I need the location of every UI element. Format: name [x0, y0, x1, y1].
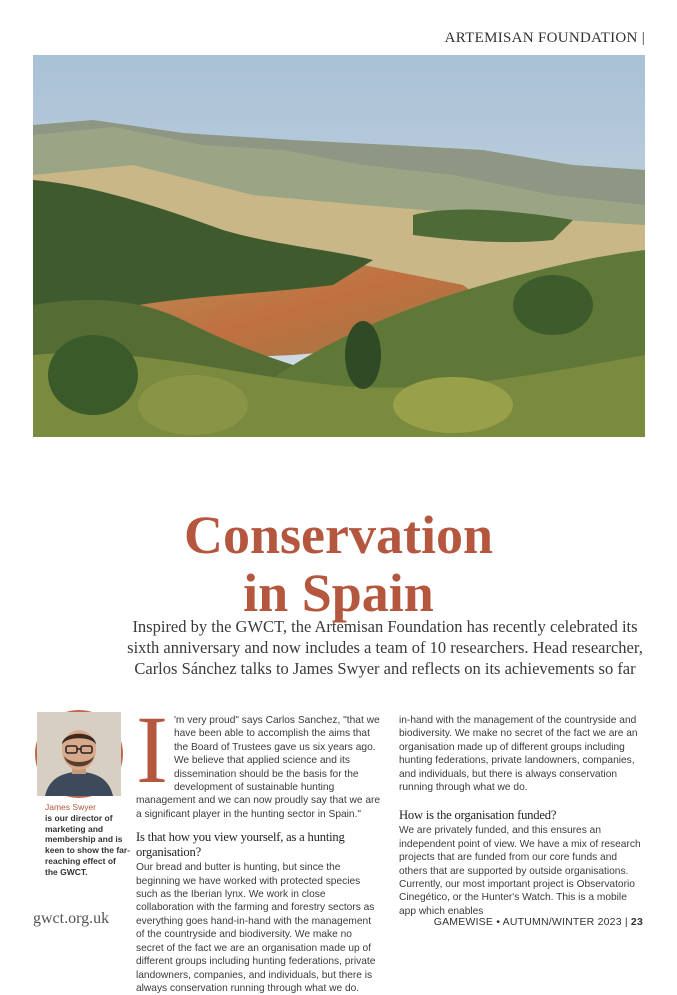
author-caption [45, 802, 130, 878]
article-column-1 [136, 696, 382, 994]
footer-website[interactable]: gwct.org.uk [33, 910, 110, 927]
intro-paragraph: 'm very proud" says Carlos Sanchez, "that we have been able to accomplish the aims that the Board of Trustees gave us six years ago. We believe that applied science and its dissemination should be the basis for the development of sustainable hunting management and we can now proudly say that we are a significant player in the hunting sector in Spain." [136, 715, 381, 820]
article-column-2 [399, 714, 645, 918]
landscape-illustration [33, 55, 645, 437]
author-name: James Swyer [45, 802, 97, 812]
article-title [0, 506, 677, 622]
drop-cap: I [136, 696, 168, 803]
author-bio: is our director of marketing and membership and is keen to show the far-reaching effect of the GWCT. [45, 812, 131, 877]
title-line-1: Conservation [184, 505, 493, 566]
section-label: ARTEMISAN FOUNDATION | [444, 30, 645, 46]
author-portrait-illustration [37, 712, 121, 796]
page-number: 23 [630, 916, 643, 928]
hero-landscape-photo [33, 55, 645, 437]
paragraph-hunting-continued: in-hand with the management of the countryside and biodiversity. We make no secret of the fact we are an organisation made up of different groups including hunting federations, private landowners, companies, and individuals, but there is always conservation running through what we do. [399, 715, 638, 794]
paragraph-funding: We are privately funded, and this ensures an independent point of view. We have a mix of research projects that are funded from our core funds and others that are supported by outside organisations. Currently, our most important project is Observatorio Cinegético, or the Hunter's Watch. This is a mobile app which enables [399, 825, 641, 917]
paragraph-hunting: Our bread and butter is hunting, but since the beginning we have worked with protected species such as the Iberian lynx. We work in close collaboration with the farming and forestry sectors as everything goes hand-in-hand with the management of the countryside and biodiversity. We make no secret of the fact we are an organisation made up of different groups including hunting federations, private landowners, companies, and individuals, but there is always conservation running through what we do. [136, 862, 376, 994]
article-standfirst: Inspired by the GWCT, the Artemisan Foundation has recently celebrated its sixth anniversary and now includes a team of 10 researchers. Head researcher, Carlos Sánchez talks to James Swyer and reflects on its achievements so far [127, 617, 643, 678]
publication-name: GAMEWISE • AUTUMN/WINTER 2023 | [433, 916, 628, 928]
footer-publication [434, 916, 643, 928]
title-line-2: in Spain [243, 563, 434, 624]
author-avatar [35, 710, 123, 798]
subheading-funding: How is the organisation funded? [399, 808, 557, 823]
subheading-hunting-organisation: Is that how you view yourself, as a hunting organisation? [136, 830, 345, 860]
